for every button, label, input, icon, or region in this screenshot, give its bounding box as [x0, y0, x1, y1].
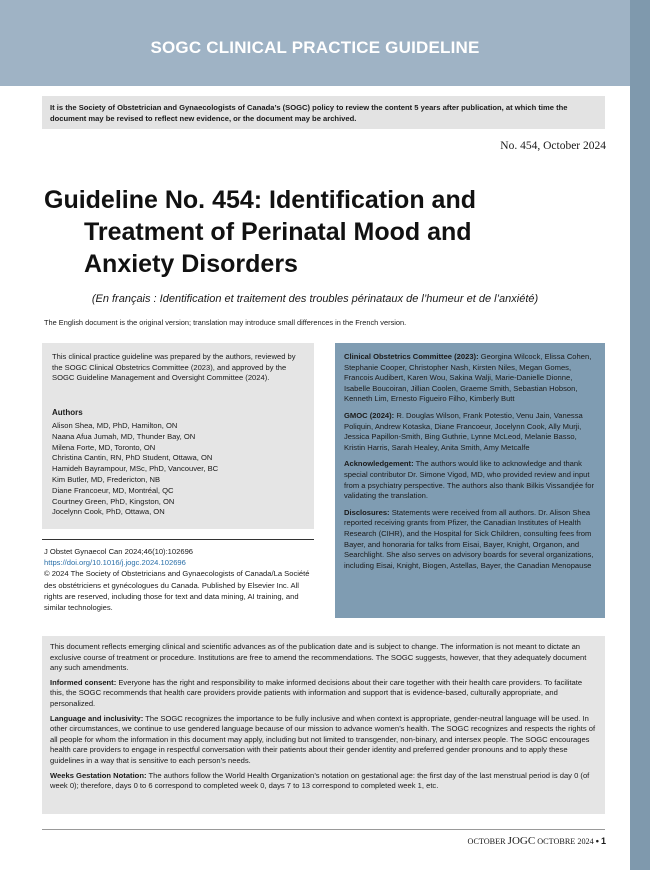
committee-paragraph — [344, 352, 596, 405]
footer-journal: JOGC — [507, 835, 536, 847]
acknowledgement-label: Acknowledgement: — [344, 459, 414, 469]
citation-divider — [42, 539, 314, 540]
author-item: Naana Afua Jumah, MD, Thunder Bay, ON — [52, 431, 196, 441]
committee-members: Georgina Wilcock, Elissa Cohen, Stephanie Cooper, Christopher Nash, Kirsten Niles, Megan Gomes, Francois Audibert, Karen Wou, Sakina Walji, Marie-Danielle Dionne, Isabelle Boucoiran, Jillian Coolen, Graeme Smith, Sebastian Hobson, Kenneth Lim, Ernesto Figueiro Filho, Kimberly Butt — [344, 352, 592, 404]
footer-bullet: • — [595, 836, 599, 846]
committee-label: Clinical Obstetrics Committee (2023): — [344, 352, 479, 361]
weeks-paragraph — [50, 771, 597, 792]
author-item: Alison Shea, MD, PhD, Hamilton, ON — [52, 421, 178, 430]
weeks-text: The authors follow the World Health Organization’s notation on gestational age: the first day of the last menstrual period is day 0 (of week 0); therefore, days 0 to 6 correspond to completed week 0, days 7 to 13 correspond to completed week 1, etc. — [50, 770, 590, 791]
preparation-statement: This clinical practice guideline was prepared by the authors, reviewed by the SOGC Clinical Obstetrics Committee (2023), and approved by the SOGC Guideline Management and Oversight Committee (2024). — [52, 352, 296, 382]
committee-box — [335, 343, 605, 618]
consent-text: Everyone has the right and responsibility to make informed decisions about their care together with their health care providers. To facilitate this, the SOGC recommends that health care providers provide patients with information and support that is evidence-based, culturally appropriate, and personalized. — [50, 677, 583, 708]
committee-content — [344, 352, 596, 577]
authors-heading: Authors — [52, 408, 83, 417]
author-item: Kim Butler, MD, Fredericton, NB — [52, 474, 161, 484]
author-item: Milena Forte, MD, Toronto, ON — [52, 442, 156, 452]
footer-month-fr: OCTOBRE 2024 — [537, 837, 594, 846]
author-item: Diane Francoeur, MD, Montréal, QC — [52, 485, 174, 495]
authors-list — [52, 421, 304, 518]
english-version-note: The English document is the original version; translation may introduce small differences in the French version. — [44, 318, 407, 327]
copyright-notice: © 2024 The Society of Obstetricians and Gynaecologists of Canada/La Société des obstétriciens et gynécologues du Canada. Published by Elsevier Inc. All rights are reserved, including those for text and data mining, AI training, and similar technologies. — [44, 569, 310, 613]
weeks-label: Weeks Gestation Notation: — [50, 770, 147, 780]
consent-paragraph — [50, 678, 597, 710]
french-title: (En français : Identification et traitement des troubles périnataux de l’humeur et de l’anxiété) — [91, 293, 539, 305]
acknowledgement-paragraph — [344, 459, 596, 501]
author-item: Hamideh Bayrampour, MSc, PhD, Vancouver, BC — [52, 464, 219, 474]
gmoc-label: GMOC (2024): — [344, 410, 395, 420]
title-line-3: Anxiety Disorders — [84, 250, 298, 278]
policy-text: It is the Society of Obstetrician and Gynaecologists of Canada’s (SOGC) policy to review the content 5 years after publication, at which time the document may be revised to reflect new evidence, or the document may be archived. — [50, 103, 568, 123]
disclosures-paragraph — [344, 508, 596, 572]
journal-citation: J Obstet Gynaecol Can 2024;46(10):102696 — [44, 547, 194, 556]
header-title: SOGC CLINICAL PRACTICE GUIDELINE — [150, 38, 480, 57]
title-line-1: Guideline No. 454: Identification and — [44, 186, 476, 214]
notice-box — [42, 636, 605, 814]
acknowledgement-text: The authors would like to acknowledge and thank special contributor Dr. Simone Vigod, MD, who provided review and input from a psychiatry perspective. The authors also thank Bilkis Vissandjée for validating the translation. — [344, 459, 595, 501]
policy-box — [42, 96, 605, 129]
language-text: The SOGC recognizes the importance to be fully inclusive and when context is appropriate, gender-neutral language will be used. In other circumstances, we continue to use gendered language because of our mission to advance women’s health. The SOGC recognizes and respects the rights of all people for whom the information in this document may apply, including but not limited to transgender, non-binary, and intersex people. The SOGC encourages health care providers to engage in respectful conversation with their patients about their gender identity and preferred gender pronouns and to apply these guidelines in a way that is sensitive to each person’s needs. — [50, 713, 596, 765]
consent-label: Informed consent: — [50, 677, 117, 687]
gmoc-members: R. Douglas Wilson, Frank Potestio, Venu Jain, Vanessa Poliquin, Andrew Kotaska, Diane Francoeur, Jocelynn Cook, Ally Murji, Jessica Papillon-Smith, Bing Guthrie, Lynne McLeod, Melanie Basso, Kristin Harris, Sarah Healey, Anita Smith, Amy Metcalfe — [344, 410, 583, 452]
disclaimer-paragraph: This document reflects emerging clinical and scientific advances as of the publication date and is subject to change. The information is not meant to dictate an exclusive course of treatment or procedure. Institutions are free to amend the recommendations. The SOGC suggests, however, that they adequately document any such amendments. — [50, 642, 587, 673]
page-footer — [468, 835, 606, 847]
page-number: 1 — [600, 836, 606, 846]
doi-link[interactable]: https://doi.org/10.1016/j.jogc.2024.102696 — [44, 558, 186, 568]
footer-divider — [42, 829, 605, 830]
notice-content — [50, 642, 597, 796]
disclosures-label: Disclosures: — [344, 507, 390, 517]
language-paragraph — [50, 714, 597, 767]
issue-number: No. 454, October 2024 — [500, 140, 606, 152]
right-edge-strip — [630, 0, 650, 870]
authors-box — [42, 343, 314, 529]
language-label: Language and inclusivity: — [50, 713, 144, 723]
citation-block — [44, 546, 314, 613]
title-line-2: Treatment of Perinatal Mood and — [84, 218, 472, 246]
author-item: Courtney Green, PhD, Kingston, ON — [52, 496, 175, 506]
gmoc-paragraph — [344, 411, 596, 453]
footer-month-en: OCTOBER — [467, 837, 506, 846]
author-item: Jocelynn Cook, PhD, Ottawa, ON — [52, 507, 165, 517]
author-item: Christina Cantin, RN, PhD Student, Ottawa, ON — [52, 453, 213, 463]
page-title — [44, 184, 564, 280]
disclosures-text: Statements were received from all authors. Dr. Alison Shea reported receiving grants from Pfizer, the Canadian Institutes of Health Research (CIHR), and the Hospital for Sick Children, consulting fees from Bayer, and honoraria for talks from Eisai, Bayer, Knight, Organon, and Searchlight. She also serves on advisory boards for several organizations, including Eisai, Knight, Biogen, Astellas, Bayer, the Canadian Menopause — [344, 507, 594, 570]
